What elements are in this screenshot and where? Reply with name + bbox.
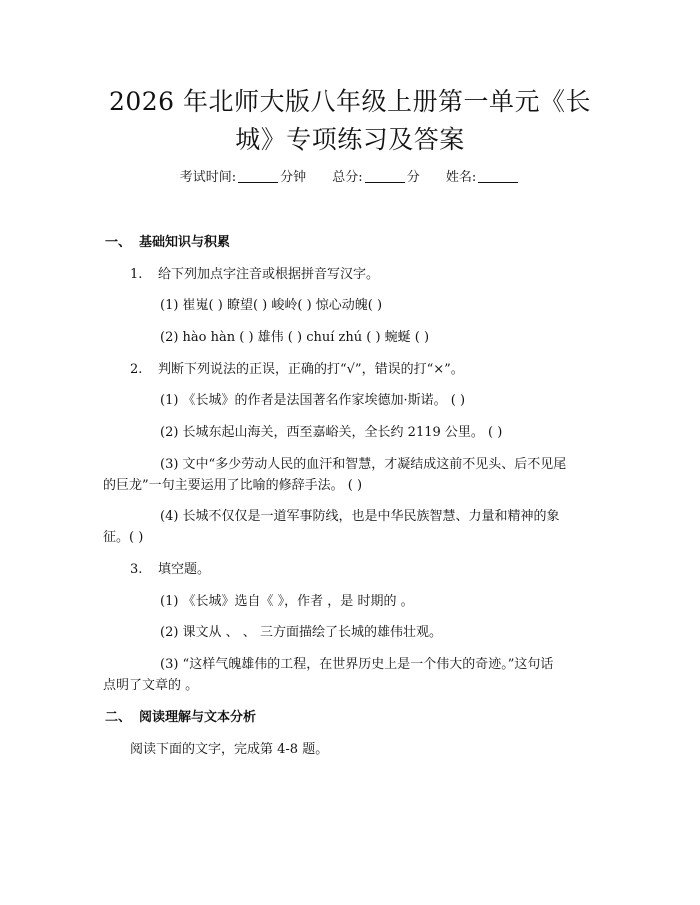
question-text: 判断下列说法的正误，正确的打“√”，错误的打“×”。 (158, 362, 464, 377)
exam-time-label: 考试时间: (179, 170, 237, 185)
question-3 (130, 558, 210, 577)
question-number: 1. (130, 267, 143, 282)
exam-time-blank (238, 182, 278, 183)
question-2 (130, 358, 464, 377)
student-name-label: 姓名: (445, 170, 477, 185)
total-score (332, 166, 419, 185)
section-heading-1 (105, 231, 230, 250)
question-3-sub-1: (1) 《长城》选自《 》，作者 ，是 时期的 。 (160, 594, 414, 609)
question-3-sub-2: (2) 课文从 、 、 三方面描绘了长城的雄伟壮观。 (160, 625, 442, 640)
student-name-blank (478, 182, 518, 183)
question-2-sub-2: (2) 长城东起山海关，西至嘉峪关，全长约 2119 公里。 ( ) (160, 425, 503, 440)
total-score-blank (365, 182, 405, 183)
total-score-unit: 分 (406, 170, 420, 185)
question-3-sub-3-line1: (3) “这样气魄雄伟的工程，在世界历史上是一个伟大的奇迹。”这句话 (160, 657, 554, 672)
question-2-sub-4-line2: 征。( ) (103, 530, 144, 545)
question-1 (130, 263, 379, 282)
section-number: 一、 (105, 235, 132, 250)
exam-info (0, 166, 700, 185)
document-title-line2: 城》专项练习及答案 (235, 125, 465, 154)
question-2-sub-3-line2: 的巨龙”一句主要运用了比喻的修辞手法。 ( ) (103, 478, 363, 493)
exam-time (180, 166, 306, 185)
section-title: 基础知识与积累 (139, 235, 231, 250)
student-name (446, 166, 520, 185)
section-heading-2 (105, 706, 256, 725)
question-number: 2. (130, 362, 143, 377)
question-text: 给下列加点字注音或根据拼音写汉字。 (158, 267, 380, 282)
question-number: 3. (130, 562, 143, 577)
question-text: 填空题。 (158, 562, 211, 577)
question-2-sub-3-line1: (3) 文中“多少劳动人民的血汗和智慧，才凝结成这前不见头、后不见尾 (160, 457, 567, 472)
question-2-sub-1: (1) 《长城》的作者是法国著名作家埃德加·斯诺。 ( ) (160, 393, 466, 408)
section-title: 阅读理解与文本分析 (139, 710, 257, 725)
exam-time-unit: 分钟 (280, 170, 307, 185)
reading-intro: 阅读下面的文字，完成第 4-8 题。 (130, 742, 329, 757)
question-2-sub-4-line1: (4) 长城不仅仅是一道军事防线，也是中华民族智慧、力量和精神的象 (160, 509, 560, 524)
question-3-sub-3-line2: 点明了文章的 。 (103, 678, 199, 693)
total-score-label: 总分: (332, 170, 363, 185)
document-title-line1: 2026 年北师大版八年级上册第一单元《长 (108, 87, 592, 116)
question-1-sub-2: (2) hào hàn ( ) 雄伟 ( ) chuí zhú ( ) 蜿蜒 ( ) (160, 330, 430, 345)
section-number: 二、 (105, 710, 132, 725)
question-1-sub-1: (1) 崔嵬( ) 瞭望( ) 峻岭( ) 惊心动魄( ) (160, 298, 383, 313)
